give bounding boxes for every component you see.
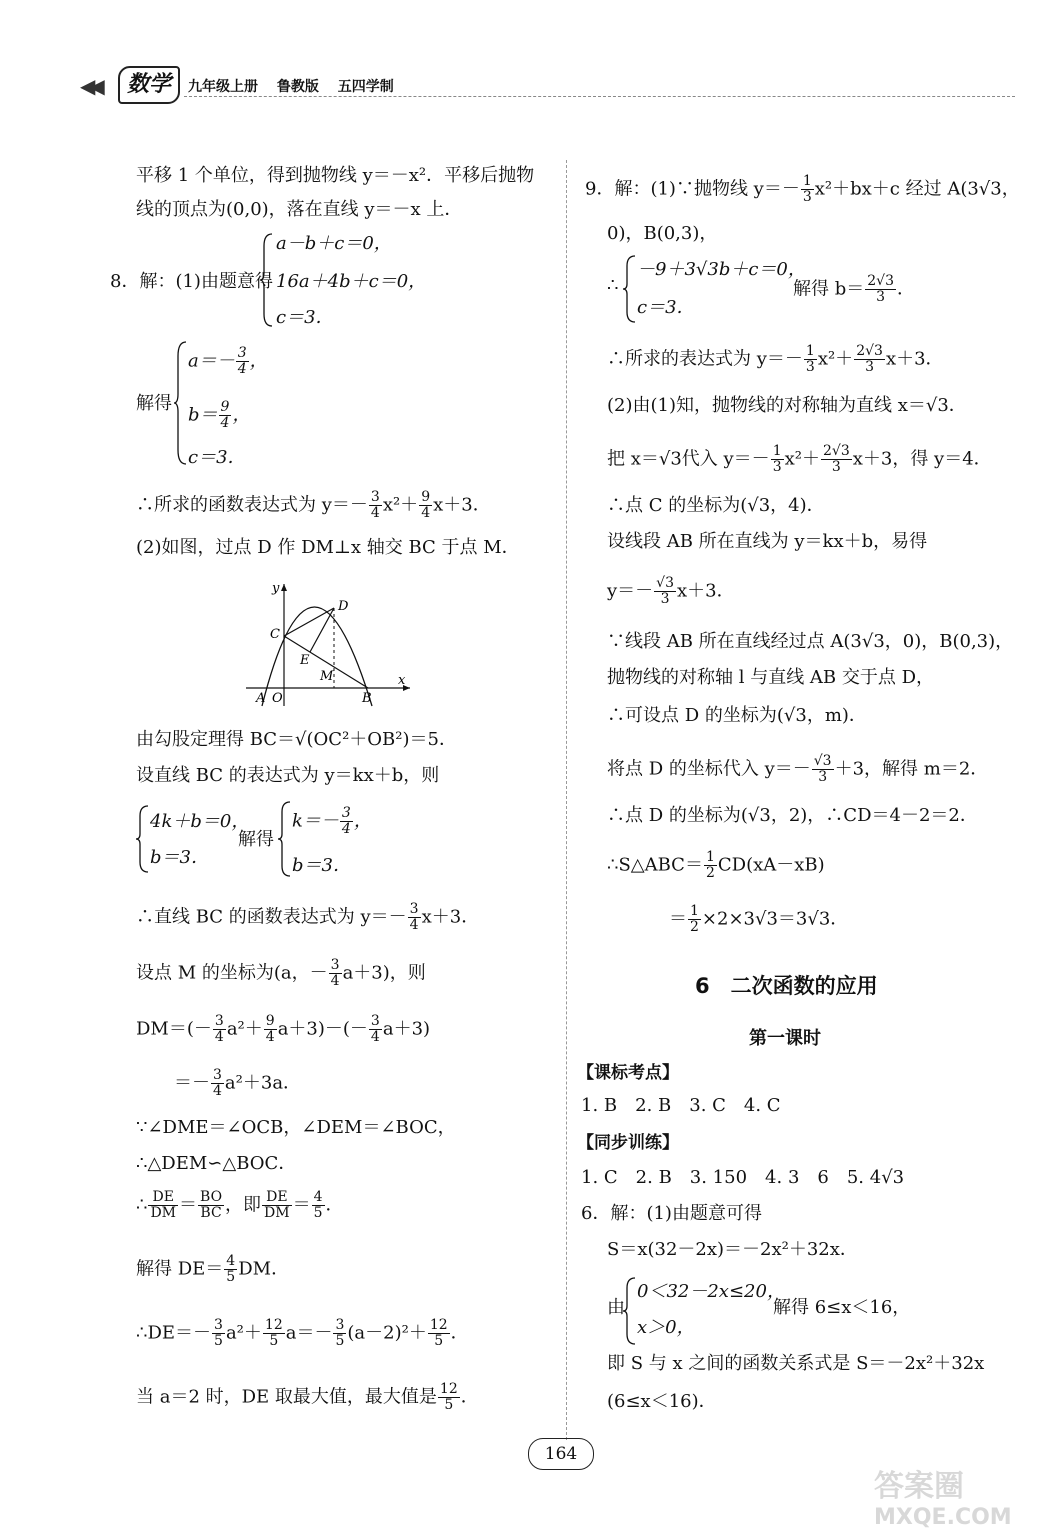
- grade-label: 九年级上册: [188, 79, 258, 95]
- ab-expression: y＝－ $\frac{√3}{3}$ x＋3．: [607, 575, 735, 607]
- problem-9-line-2: 0)，B(0,3)，: [607, 223, 718, 244]
- point-c-line: ∴点 C 的坐标为(√3，4)．: [607, 495, 825, 516]
- text-line: 平移 1 个单位，得到抛物线 y＝－x²．平移后抛物: [136, 165, 535, 186]
- tag-curriculum: 【课标考点】: [577, 1063, 679, 1083]
- question-6-s: S＝x(32－2x)＝－2x²＋32x．: [607, 1239, 858, 1260]
- label-c: C: [270, 627, 280, 642]
- brace-icon: [278, 800, 292, 878]
- brace-icon: [136, 804, 150, 874]
- point-m-line: 设点 M 的坐标为(a，－ $\frac{3}{4}$ a＋3)，则: [136, 957, 426, 989]
- substitute-d-line: 将点 D 的坐标代入 y＝－ $\frac{√3}{3}$ ＋3，解得 m＝2．: [607, 753, 989, 785]
- ab-pass-line: ∵线段 AB 所在直线经过点 A(3√3，0)，B(0,3)，: [607, 631, 1014, 652]
- ratio-line: ∴ $\frac{DE}{DM}$ ＝ $\frac{BO}{BC}$ ，即 $\frac{DE}{DM}$ ＝ $\frac{4}{5}$ ．: [136, 1189, 344, 1221]
- label-d: D: [338, 599, 349, 614]
- pythagoras-line: 由勾股定理得 BC＝√(OC²＋OB²)＝5．: [136, 729, 457, 750]
- text-line: 线的顶点为(0,0)，落在直线 y＝－x 上．: [136, 199, 463, 220]
- area-result: ＝ $\frac{1}{2}$ ×2×3√3＝3√3．: [669, 903, 849, 935]
- label-a: A: [256, 691, 266, 706]
- page-number: 164: [528, 1438, 594, 1470]
- parabola-figure: [240, 578, 420, 710]
- q6-relation: 即 S 与 x 之间的函数关系式是 S＝－2x²＋32x: [607, 1353, 985, 1374]
- q6-solution: 解得 6≤x＜16，: [773, 1297, 911, 1318]
- header-rule: [184, 96, 1015, 97]
- bc-expression: ∴直线 BC 的函数表达式为 y＝－ $\frac{3}{4}$ x＋3．: [136, 901, 480, 933]
- label-b: B: [362, 691, 372, 706]
- question-6-by: 由: [607, 1297, 625, 1318]
- page-header: [80, 64, 1015, 104]
- system9-eq-1: －9＋3√3b＋c＝0，: [637, 259, 806, 280]
- brace-icon: [260, 232, 274, 328]
- label-y: y: [272, 581, 280, 596]
- solve-label-2: 解得: [238, 829, 274, 850]
- angle-line: ∵∠DME＝∠OCB，∠DEM＝∠BOC，: [136, 1117, 456, 1138]
- solution-b: b＝ $\frac{9}{4}$ ，: [188, 399, 251, 431]
- q6-system-2: x＞0，: [637, 1317, 695, 1338]
- max-line: 当 a＝2 时，DE 取最大值，最大值是 $\frac{12}{5}$ ．: [136, 1381, 479, 1413]
- area-line: ∴S△ABC＝ $\frac{1}{2}$ CD(xA－xB): [607, 849, 825, 881]
- column-divider: [566, 160, 567, 1440]
- similar-line: ∴△DEM∽△BOC．: [136, 1153, 297, 1174]
- tag-practice: 【同步训练】: [577, 1133, 679, 1153]
- solution-c: c＝3．: [188, 447, 246, 468]
- dm-expression: DM＝(－ $\frac{3}{4}$ a²＋ $\frac{9}{4}$ a＋3)－(－ $\frac{3}{4}$ a＋3): [136, 1013, 431, 1045]
- therefore-sign: ∴: [607, 275, 619, 296]
- set-ab-line: 设线段 AB 所在直线为 y＝kx＋b，易得: [607, 531, 928, 552]
- system9-eq-2: c＝3．: [637, 297, 695, 318]
- q6-system-1: 0＜32－2x≤20，: [637, 1281, 785, 1302]
- system-eq-3: c＝3．: [276, 307, 334, 328]
- answers-1: 1. B 2. B 3. C 4. C: [581, 1095, 781, 1116]
- function-expression: ∴所求的函数表达式为 y＝－ $\frac{3}{4}$ x²＋ $\frac{9}{4}$ x＋3．: [136, 489, 491, 521]
- system2-eq-2: b＝3．: [150, 847, 209, 868]
- system-eq-1: a－b＋c＝0，: [276, 233, 392, 254]
- lesson-title: 第一课时: [749, 1028, 821, 1049]
- back-arrows-icon: ◀◀: [80, 74, 99, 98]
- q6-range: (6≤x＜16)．: [607, 1391, 717, 1412]
- set-d-line: ∴可设点 D 的坐标为(√3，m)．: [607, 705, 867, 726]
- de-expression: ∴DE＝－ $\frac{3}{5}$ a²＋ $\frac{12}{5}$ a＝－ $\frac{3}{5}$ (a－2)²＋ $\frac{12}{5}$ ．: [136, 1317, 469, 1349]
- point-d-line: ∴点 D 的坐标为(√3，2)，∴CD＝4－2＝2．: [607, 805, 978, 826]
- solution-a: a＝－ $\frac{3}{4}$ ，: [188, 345, 268, 377]
- watermark-logo: [870, 1460, 1030, 1530]
- problem-8-label: 8．解：(1)由题意得: [110, 271, 273, 292]
- header-meta: [188, 76, 408, 96]
- label-o: O: [272, 691, 283, 706]
- brace-icon: [174, 340, 188, 466]
- answers-2: 1. C 2. B 3. 150 4. 3 6 5. 4√3: [581, 1167, 905, 1188]
- axis-intersect-line: 抛物线的对称轴 l 与直线 AB 交于点 D，: [607, 667, 935, 688]
- axis-line: (2)由(1)知，抛物线的对称轴为直线 x＝√3．: [607, 395, 967, 416]
- solution-b2: b＝3．: [292, 855, 351, 876]
- subject-badge: 数学: [118, 66, 180, 104]
- label-m: M: [320, 669, 334, 684]
- system-eq-2: 16a＋4b＋c＝0，: [276, 271, 427, 292]
- brace-icon: [623, 254, 637, 324]
- system2-eq-1: 4k＋b＝0，: [150, 811, 250, 832]
- dm-simplified: ＝－ $\frac{3}{4}$ a²＋3a．: [174, 1067, 302, 1099]
- system9-solution: 解得 b＝ $\frac{2√3}{3}$ ．: [793, 273, 915, 305]
- label-e: E: [300, 653, 310, 668]
- watermark-url: MXQE.COM: [874, 1505, 1012, 1530]
- y-axis-arrow-icon: [281, 584, 287, 591]
- solution-k: k＝－ $\frac{3}{4}$ ，: [292, 805, 372, 837]
- set-bc-line: 设直线 BC 的表达式为 y＝kx＋b，则: [136, 765, 440, 786]
- de-line: 解得 DE＝ $\frac{4}{5}$ DM．: [136, 1253, 290, 1285]
- substitute-line: 把 x＝√3代入 y＝－ $\frac{1}{3}$ x²＋ $\frac{2√3}{3}$ x＋3，得 y＝4．: [607, 443, 992, 475]
- label-x: x: [398, 673, 406, 688]
- problem-9-line: 9．解：(1)∵抛物线 y＝－ $\frac{1}{3}$ x²＋bx＋c 经过 A(3√3，: [585, 173, 1020, 205]
- solve-label: 解得: [136, 393, 172, 414]
- question-6: 6．解：(1)由题意可得: [581, 1203, 762, 1224]
- section-title: 6 二次函数的应用: [695, 974, 878, 998]
- expression-9: ∴所求的表达式为 y＝－ $\frac{1}{3}$ x²＋ $\frac{2√3}{3}$ x＋3．: [607, 343, 944, 375]
- system-label: 五四学制: [337, 79, 394, 95]
- part-2-text: (2)如图，过点 D 作 DM⊥x 轴交 BC 于点 M．: [136, 537, 520, 558]
- edition-label: 鲁教版: [276, 79, 319, 95]
- brace-icon: [623, 1276, 637, 1346]
- watermark-text: 答案圈: [874, 1469, 964, 1504]
